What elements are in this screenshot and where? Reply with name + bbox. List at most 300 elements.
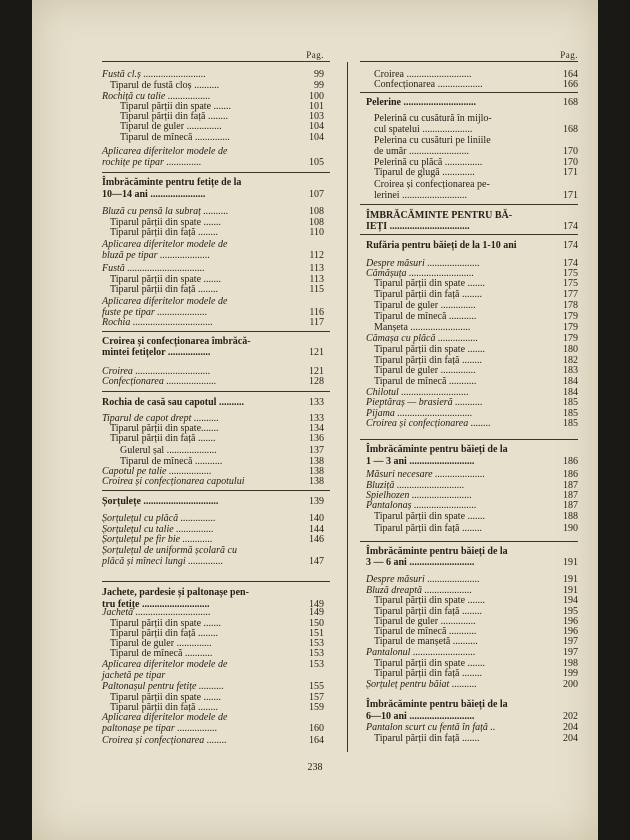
toc-entry-page: 144: [309, 524, 324, 535]
toc-entry: [366, 80, 578, 91]
toc-entry-page: 99: [314, 80, 324, 91]
toc-entry: [102, 546, 324, 557]
section-rule: [102, 391, 330, 392]
toc-entry-page: 138: [309, 456, 324, 467]
toc-entry-title: IEȚI ................................: [366, 221, 470, 232]
toc-entry: [366, 445, 578, 456]
toc-entry-title: Croirea și confecționarea capotului: [102, 476, 245, 487]
toc-entry-title: Tiparul părții din spate .......: [374, 511, 486, 522]
toc-entry: [366, 222, 578, 233]
toc-entry-title: Croirea și confecționarea ........: [102, 735, 227, 746]
toc-entry-title: Tiparul părții din față ........: [120, 111, 228, 122]
toc-entry: [102, 285, 324, 296]
toc-entry-title: Spielhozen ........................: [366, 490, 472, 501]
toc-entry-page: 133: [309, 413, 324, 424]
toc-entry-page: 151: [309, 628, 324, 639]
toc-entry: [366, 680, 578, 691]
toc-entry-page: 202: [563, 711, 578, 722]
toc-entry-title: Măsuri necesare ....................: [366, 469, 486, 480]
toc-entry: [366, 700, 578, 711]
toc-entry-page: 117: [309, 317, 324, 328]
toc-entry-page: 133: [309, 397, 324, 408]
toc-entry-title: Tiparul părții din față ........: [374, 355, 482, 366]
toc-entry-title: Jachete, pardesie și paltonașe pen-: [102, 587, 249, 598]
toc-entry-page: 183: [563, 365, 578, 376]
toc-entry-title: 1 — 3 ani ..........................: [366, 456, 475, 467]
section-rule: [102, 490, 330, 491]
toc-entry: [366, 734, 578, 745]
toc-entry-title: Tiparul părții din față ........: [110, 628, 218, 639]
toc-entry-title: Tiparul părții din față ........: [374, 523, 482, 534]
toc-entry: [366, 290, 578, 301]
toc-entry-page: 199: [563, 668, 578, 679]
toc-entry: [102, 398, 324, 409]
toc-entry: [102, 348, 324, 359]
toc-entry-title: Pijama ..............................: [366, 408, 473, 419]
page-number: 238: [307, 762, 323, 773]
toc-entry: [366, 114, 578, 125]
toc-entry-title: Croirea ..........................: [374, 69, 472, 80]
toc-entry-title: fuste pe tipar ....................: [102, 307, 208, 318]
toc-entry-page: 108: [309, 217, 324, 228]
toc-entry-page: 168: [563, 124, 578, 135]
toc-entry: [366, 596, 578, 607]
toc-entry-title: Despre măsuri .....................: [366, 574, 480, 585]
toc-entry: [102, 736, 324, 747]
toc-entry-page: 166: [563, 79, 578, 90]
toc-entry-page: 170: [563, 146, 578, 157]
toc-entry-title: Pelerină cu cusătură în mijlo-: [374, 113, 492, 124]
toc-entry-title: Cămășuța ..........................: [366, 268, 475, 279]
toc-entry-title: Rochia ................................: [102, 317, 213, 328]
toc-entry-page: 180: [563, 344, 578, 355]
toc-entry-title: lerinei ..........................: [374, 190, 468, 201]
toc-entry-title: Aplicarea diferitelor modele de: [102, 659, 228, 670]
toc-entry: [102, 228, 324, 239]
toc-entry-title: Rufăria pentru băieți de la 1-10 ani: [366, 240, 517, 251]
toc-entry-title: Tiparul părții din spate .......: [374, 658, 486, 669]
toc-entry: [102, 251, 324, 262]
toc-entry-page: 194: [563, 595, 578, 606]
toc-entry: [102, 660, 324, 671]
toc-entry-title: Tiparul de mînecă ...........: [110, 648, 213, 659]
toc-entry-page: 99: [314, 69, 324, 80]
toc-entry-title: Paltonașul pentru fetițe ..........: [102, 681, 224, 692]
toc-entry: [102, 318, 324, 329]
toc-entry-page: 171: [563, 167, 578, 178]
toc-entry-title: Tiparul părții din față ........: [374, 289, 482, 300]
toc-entry-page: 164: [563, 69, 578, 80]
toc-entry-page: 174: [563, 221, 578, 232]
toc-entry-title: Croirea și confecționarea îmbrăcă-: [102, 336, 251, 347]
toc-entry-title: Aplicarea diferitelor modele de: [102, 712, 228, 723]
section-rule: [360, 204, 578, 205]
toc-entry-page: 110: [309, 227, 324, 238]
toc-entry: [366, 334, 578, 345]
toc-entry: [366, 301, 578, 312]
section-rule: [360, 234, 578, 235]
toc-entry-title: 10—14 ani ......................: [102, 189, 206, 200]
toc-entry-page: 149: [309, 599, 324, 610]
toc-entry-page: 178: [563, 300, 578, 311]
toc-entry-title: plăcă și mîneci lungi ..............: [102, 556, 224, 567]
toc-entry-title: tru fetițe ...........................: [102, 599, 210, 610]
toc-entry-page: 160: [309, 723, 324, 734]
toc-entry-page: 115: [309, 284, 324, 295]
toc-entry: [102, 207, 324, 218]
header-rule-right: [360, 61, 578, 62]
toc-entry: [366, 279, 578, 290]
toc-entry-title: Îmbrăcăminte pentru băieți de la: [366, 444, 508, 455]
toc-entry-title: ÎMBRĂCĂMINTE PENTRU BĂ-: [366, 210, 513, 221]
toc-entry: [366, 575, 578, 586]
toc-entry-title: Tiparul părții din spate .......: [110, 618, 222, 629]
toc-entry: [366, 241, 578, 252]
toc-entry: [366, 457, 578, 468]
toc-entry-title: Pantalonul .........................: [366, 647, 476, 658]
toc-entry-title: Tiparul de guler ..............: [374, 365, 476, 376]
toc-entry-page: 140: [309, 513, 324, 524]
toc-entry-title: Tiparul părții din spate .......: [110, 217, 222, 228]
toc-entry: [366, 512, 578, 523]
toc-entry-page: 174: [563, 240, 578, 251]
toc-entry-title: Pelerină cu plăcă ...............: [374, 157, 483, 168]
toc-entry-title: Tiparul părții din spate .......: [110, 274, 222, 285]
section-rule: [360, 541, 578, 542]
toc-entry-page: 190: [563, 523, 578, 534]
toc-entry: [366, 180, 578, 191]
toc-entry-title: Bluză cu pensă la subraț ..........: [102, 206, 229, 217]
toc-entry-title: Pantalon scurt cu fentă în față ..: [366, 722, 496, 733]
toc-entry-page: 113: [309, 274, 324, 285]
toc-entry-page: 179: [563, 311, 578, 322]
toc-entry-page: 196: [563, 616, 578, 627]
toc-entry-title: Capotul pe talie .................: [102, 466, 212, 477]
toc-entry-title: Șorțulețe ..............................: [102, 496, 219, 507]
toc-entry: [102, 557, 324, 568]
toc-entry: [102, 147, 324, 158]
toc-entry-title: Tiparul părții din față ........: [110, 227, 218, 238]
toc-entry-page: 121: [309, 347, 324, 358]
toc-entry-page: 185: [563, 408, 578, 419]
toc-entry-title: Tiparul de mînecă ...........: [120, 456, 223, 467]
toc-entry-title: Croirea și confecționarea ........: [366, 418, 491, 429]
toc-entry-page: 187: [563, 500, 578, 511]
toc-entry-title: Tiparul părții din spate .......: [110, 692, 222, 703]
toc-entry: [366, 470, 578, 481]
toc-entry-title: Tiparul părții din față ........: [110, 284, 218, 295]
toc-entry-title: cul spatelui ....................: [374, 124, 473, 135]
toc-entry-title: Pieptăraș — brasieră ...........: [366, 397, 483, 408]
toc-entry-page: 204: [563, 733, 578, 744]
toc-entry-title: Șorțulețul cu plăcă ..............: [102, 513, 216, 524]
toc-entry-page: 105: [309, 157, 324, 168]
toc-entry: [102, 514, 324, 525]
toc-entry: [102, 178, 324, 189]
toc-entry-title: Îmbrăcăminte pentru băieți de la: [366, 699, 508, 710]
section-rule: [360, 92, 578, 93]
toc-entry-page: 197: [563, 636, 578, 647]
toc-entry-title: Fustă cl.ș .........................: [102, 69, 206, 80]
toc-entry-page: 195: [563, 606, 578, 617]
toc-entry-title: Pantalonaș .........................: [366, 500, 477, 511]
toc-entry-title: jachetă pe tipar: [102, 670, 166, 681]
toc-entry-page: 104: [309, 121, 324, 132]
toc-entry-page: 134: [309, 423, 324, 434]
toc-entry: [366, 712, 578, 723]
toc-entry-page: 104: [309, 132, 324, 143]
toc-entry-page: 155: [309, 681, 324, 692]
toc-entry-page: 164: [309, 735, 324, 746]
toc-entry-title: Tiparul părții din față ........: [374, 668, 482, 679]
toc-entry-page: 146: [309, 534, 324, 545]
toc-entry-page: 204: [563, 722, 578, 733]
toc-entry-page: 139: [309, 496, 324, 507]
toc-entry-title: Gulerul șal ....................: [120, 445, 217, 456]
toc-entry: [102, 190, 324, 201]
toc-entry: [102, 649, 324, 660]
toc-entry-page: 200: [563, 679, 578, 690]
toc-entry-page: 196: [563, 626, 578, 637]
toc-entry-title: Confecționarea ..................: [374, 79, 483, 90]
header-rule-left: [102, 61, 330, 62]
toc-entry-title: Tiparul de guler ..............: [374, 300, 476, 311]
toc-entry-page: 128: [309, 376, 324, 387]
toc-entry-page: 136: [309, 433, 324, 444]
toc-entry-page: 177: [563, 289, 578, 300]
toc-entry-page: 150: [309, 618, 324, 629]
toc-entry-title: Tiparul de mînecă ..............: [120, 132, 230, 143]
toc-entry: [366, 191, 578, 202]
toc-entry: [102, 264, 324, 275]
toc-entry-page: 184: [563, 376, 578, 387]
toc-entry: [102, 70, 324, 81]
toc-entry-title: Croirea și confecționarea pe-: [374, 179, 490, 190]
toc-entry: [366, 637, 578, 648]
toc-entry-title: Șorțulețul cu talie ...............: [102, 524, 214, 535]
toc-entry-title: Aplicarea diferitelor modele de: [102, 239, 228, 250]
toc-entry-page: 101: [309, 101, 324, 112]
toc-entry-title: Tiparul de glugă .............: [374, 167, 475, 178]
toc-entry-title: Confecționarea ....................: [102, 376, 217, 387]
toc-entry: [102, 122, 324, 133]
pag-header-left: Pag.: [306, 50, 324, 60]
toc-entry-title: Tiparul părții din față ........: [110, 702, 218, 713]
toc-entry-title: Tiparul părții din spate .......: [374, 595, 486, 606]
section-rule: [102, 331, 330, 332]
toc-entry-title: Manșeta ........................: [374, 322, 471, 333]
toc-entry-title: Tiparul de mînecă ...........: [374, 311, 477, 322]
toc-entry: [366, 524, 578, 535]
toc-entry-page: 138: [309, 476, 324, 487]
toc-entry-page: 191: [563, 557, 578, 568]
toc-entry: [102, 377, 324, 388]
toc-entry: [102, 497, 324, 508]
toc-entry: [366, 547, 578, 558]
toc-entry-title: Șorțulețul de uniformă școlară cu: [102, 545, 237, 556]
toc-left-column: [102, 0, 324, 840]
toc-entry-page: 116: [309, 307, 324, 318]
toc-entry-title: Chilotul ...........................: [366, 387, 469, 398]
toc-entry-title: Tiparul părții din față .......: [374, 733, 480, 744]
toc-entry: [366, 147, 578, 158]
toc-entry: [102, 477, 324, 488]
toc-entry: [102, 682, 324, 693]
section-rule: [102, 581, 330, 582]
toc-entry-page: 186: [563, 456, 578, 467]
toc-entry-page: 171: [563, 190, 578, 201]
toc-entry-title: de umăr ........................: [374, 146, 469, 157]
toc-entry: [366, 501, 578, 512]
toc-entry-page: 149: [309, 607, 324, 618]
toc-entry-page: 185: [563, 397, 578, 408]
toc-entry-title: Fustă ...............................: [102, 263, 205, 274]
toc-entry-page: 153: [309, 659, 324, 670]
toc-entry-title: Șorțuleț pentru băiat ..........: [366, 679, 477, 690]
toc-entry: [102, 133, 324, 144]
toc-entry-title: Tiparul părții din spate .......: [374, 344, 486, 355]
toc-entry: [366, 168, 578, 179]
section-rule: [102, 172, 330, 173]
toc-entry-page: 187: [563, 490, 578, 501]
toc-entry-title: Tiparul de mînecă ...........: [374, 626, 477, 637]
toc-entry-page: 197: [563, 647, 578, 658]
toc-entry: [102, 81, 324, 92]
toc-entry-title: Tiparul de guler ..............: [120, 121, 222, 132]
toc-entry-title: Tiparul părții din spate.......: [110, 423, 219, 434]
toc-entry: [102, 158, 324, 169]
toc-entry: [366, 136, 578, 147]
toc-entry-title: Tiparul părții din spate .......: [120, 101, 232, 112]
toc-entry-page: 138: [309, 466, 324, 477]
toc-entry: [102, 240, 324, 251]
toc-entry-title: Îmbrăcăminte pentru fetițe de la: [102, 177, 242, 188]
toc-entry-page: 170: [563, 157, 578, 168]
toc-entry-page: 175: [563, 268, 578, 279]
toc-entry-title: Tiparul părții din față ........: [374, 606, 482, 617]
toc-entry-title: 3 — 6 ani ..........................: [366, 557, 475, 568]
toc-entry: [102, 713, 324, 724]
toc-entry-page: 159: [309, 702, 324, 713]
toc-entry: [366, 323, 578, 334]
toc-entry: [366, 366, 578, 377]
toc-entry-title: Rochiță cu talie .................: [102, 91, 211, 102]
toc-entry-page: 168: [563, 97, 578, 108]
toc-entry-page: 107: [309, 189, 324, 200]
toc-entry-title: Pelerine .............................: [366, 97, 476, 108]
toc-entry-title: Tiparul de capot drept ..........: [102, 413, 219, 424]
toc-entry: [366, 211, 578, 222]
toc-entry-page: 187: [563, 480, 578, 491]
toc-entry-page: 191: [563, 574, 578, 585]
toc-entry-page: 182: [563, 355, 578, 366]
toc-entry-title: Rochia de casă sau capotul ..........: [102, 397, 244, 408]
toc-entry-page: 108: [309, 206, 324, 217]
toc-entry-page: 113: [309, 263, 324, 274]
toc-entry: [102, 724, 324, 735]
toc-entry-page: 153: [309, 648, 324, 659]
toc-entry: [366, 345, 578, 356]
toc-entry-title: Tiparul de guler ..............: [110, 638, 212, 649]
toc-entry-title: bluză pe tipar ....................: [102, 250, 211, 261]
toc-entry-page: 103: [309, 111, 324, 122]
toc-entry: [366, 648, 578, 659]
toc-entry-title: Jachetă ..............................: [102, 607, 211, 618]
toc-entry-title: Tiparul părții din spate .......: [374, 278, 486, 289]
toc-entry: [102, 297, 324, 308]
section-rule: [360, 439, 578, 440]
toc-entry-title: Despre măsuri .....................: [366, 258, 480, 269]
toc-entry-page: 112: [309, 250, 324, 261]
toc-entry-page: 179: [563, 322, 578, 333]
toc-entry: [366, 669, 578, 680]
toc-entry-page: 137: [309, 445, 324, 456]
toc-entry: [102, 588, 324, 599]
toc-entry-title: Șorțulețul pe fir bie ............: [102, 534, 213, 545]
toc-entry-page: 174: [563, 258, 578, 269]
toc-entry-page: 188: [563, 511, 578, 522]
toc-entry-title: Pelerina cu cusături pe liniile: [374, 135, 491, 146]
toc-entry: [366, 377, 578, 388]
toc-entry: [366, 125, 578, 136]
toc-entry: [366, 723, 578, 734]
toc-entry: [102, 337, 324, 348]
toc-entry-title: Aplicarea diferitelor modele de: [102, 146, 228, 157]
toc-entry-title: Îmbrăcăminte pentru băieți de la: [366, 546, 508, 557]
toc-entry-page: 153: [309, 638, 324, 649]
toc-right-column: [366, 0, 578, 840]
toc-entry-page: 198: [563, 658, 578, 669]
toc-entry-page: 191: [563, 585, 578, 596]
toc-entry-page: 179: [563, 333, 578, 344]
toc-entry: [102, 446, 324, 457]
toc-entry-page: 184: [563, 387, 578, 398]
toc-entry: [366, 419, 578, 430]
toc-entry-title: Bluziță ...........................: [366, 480, 465, 491]
book-page: [32, 0, 598, 840]
toc-entry-title: mintei fetițelor .................: [102, 347, 211, 358]
toc-entry-title: Bluză dreaptă ...................: [366, 585, 473, 596]
toc-entry-title: rochițe pe tipar ..............: [102, 157, 202, 168]
toc-entry: [102, 535, 324, 546]
toc-entry: [102, 671, 324, 682]
toc-entry-page: 186: [563, 469, 578, 480]
toc-entry: [102, 608, 324, 619]
toc-entry-page: 147: [309, 556, 324, 567]
toc-entry-page: 157: [309, 692, 324, 703]
toc-entry: [102, 434, 324, 445]
pag-header-right: Pag.: [560, 50, 578, 60]
toc-entry-title: Cămașa cu plăcă ................: [366, 333, 478, 344]
toc-entry-page: 175: [563, 278, 578, 289]
toc-entry-page: 121: [309, 366, 324, 377]
toc-entry-title: Aplicarea diferitelor modele de: [102, 296, 228, 307]
toc-entry-title: Tiparul de guler ..............: [374, 616, 476, 627]
toc-entry-title: Tiparul de manșetă ..........: [374, 636, 478, 647]
toc-entry-title: paltonașe pe tipar ................: [102, 723, 218, 734]
toc-entry-page: 100: [309, 91, 324, 102]
toc-entry: [366, 98, 578, 109]
toc-entry-page: 185: [563, 418, 578, 429]
toc-entry-title: Tiparul părții din față .......: [110, 433, 216, 444]
toc-entry-title: Croirea ..............................: [102, 366, 211, 377]
toc-entry: [366, 312, 578, 323]
toc-entry: [366, 558, 578, 569]
column-divider: [347, 62, 348, 752]
toc-entry: [366, 398, 578, 409]
toc-entry-title: 6—10 ani ..........................: [366, 711, 475, 722]
toc-entry-title: Tiparul de fustă cloș ..........: [110, 80, 220, 91]
